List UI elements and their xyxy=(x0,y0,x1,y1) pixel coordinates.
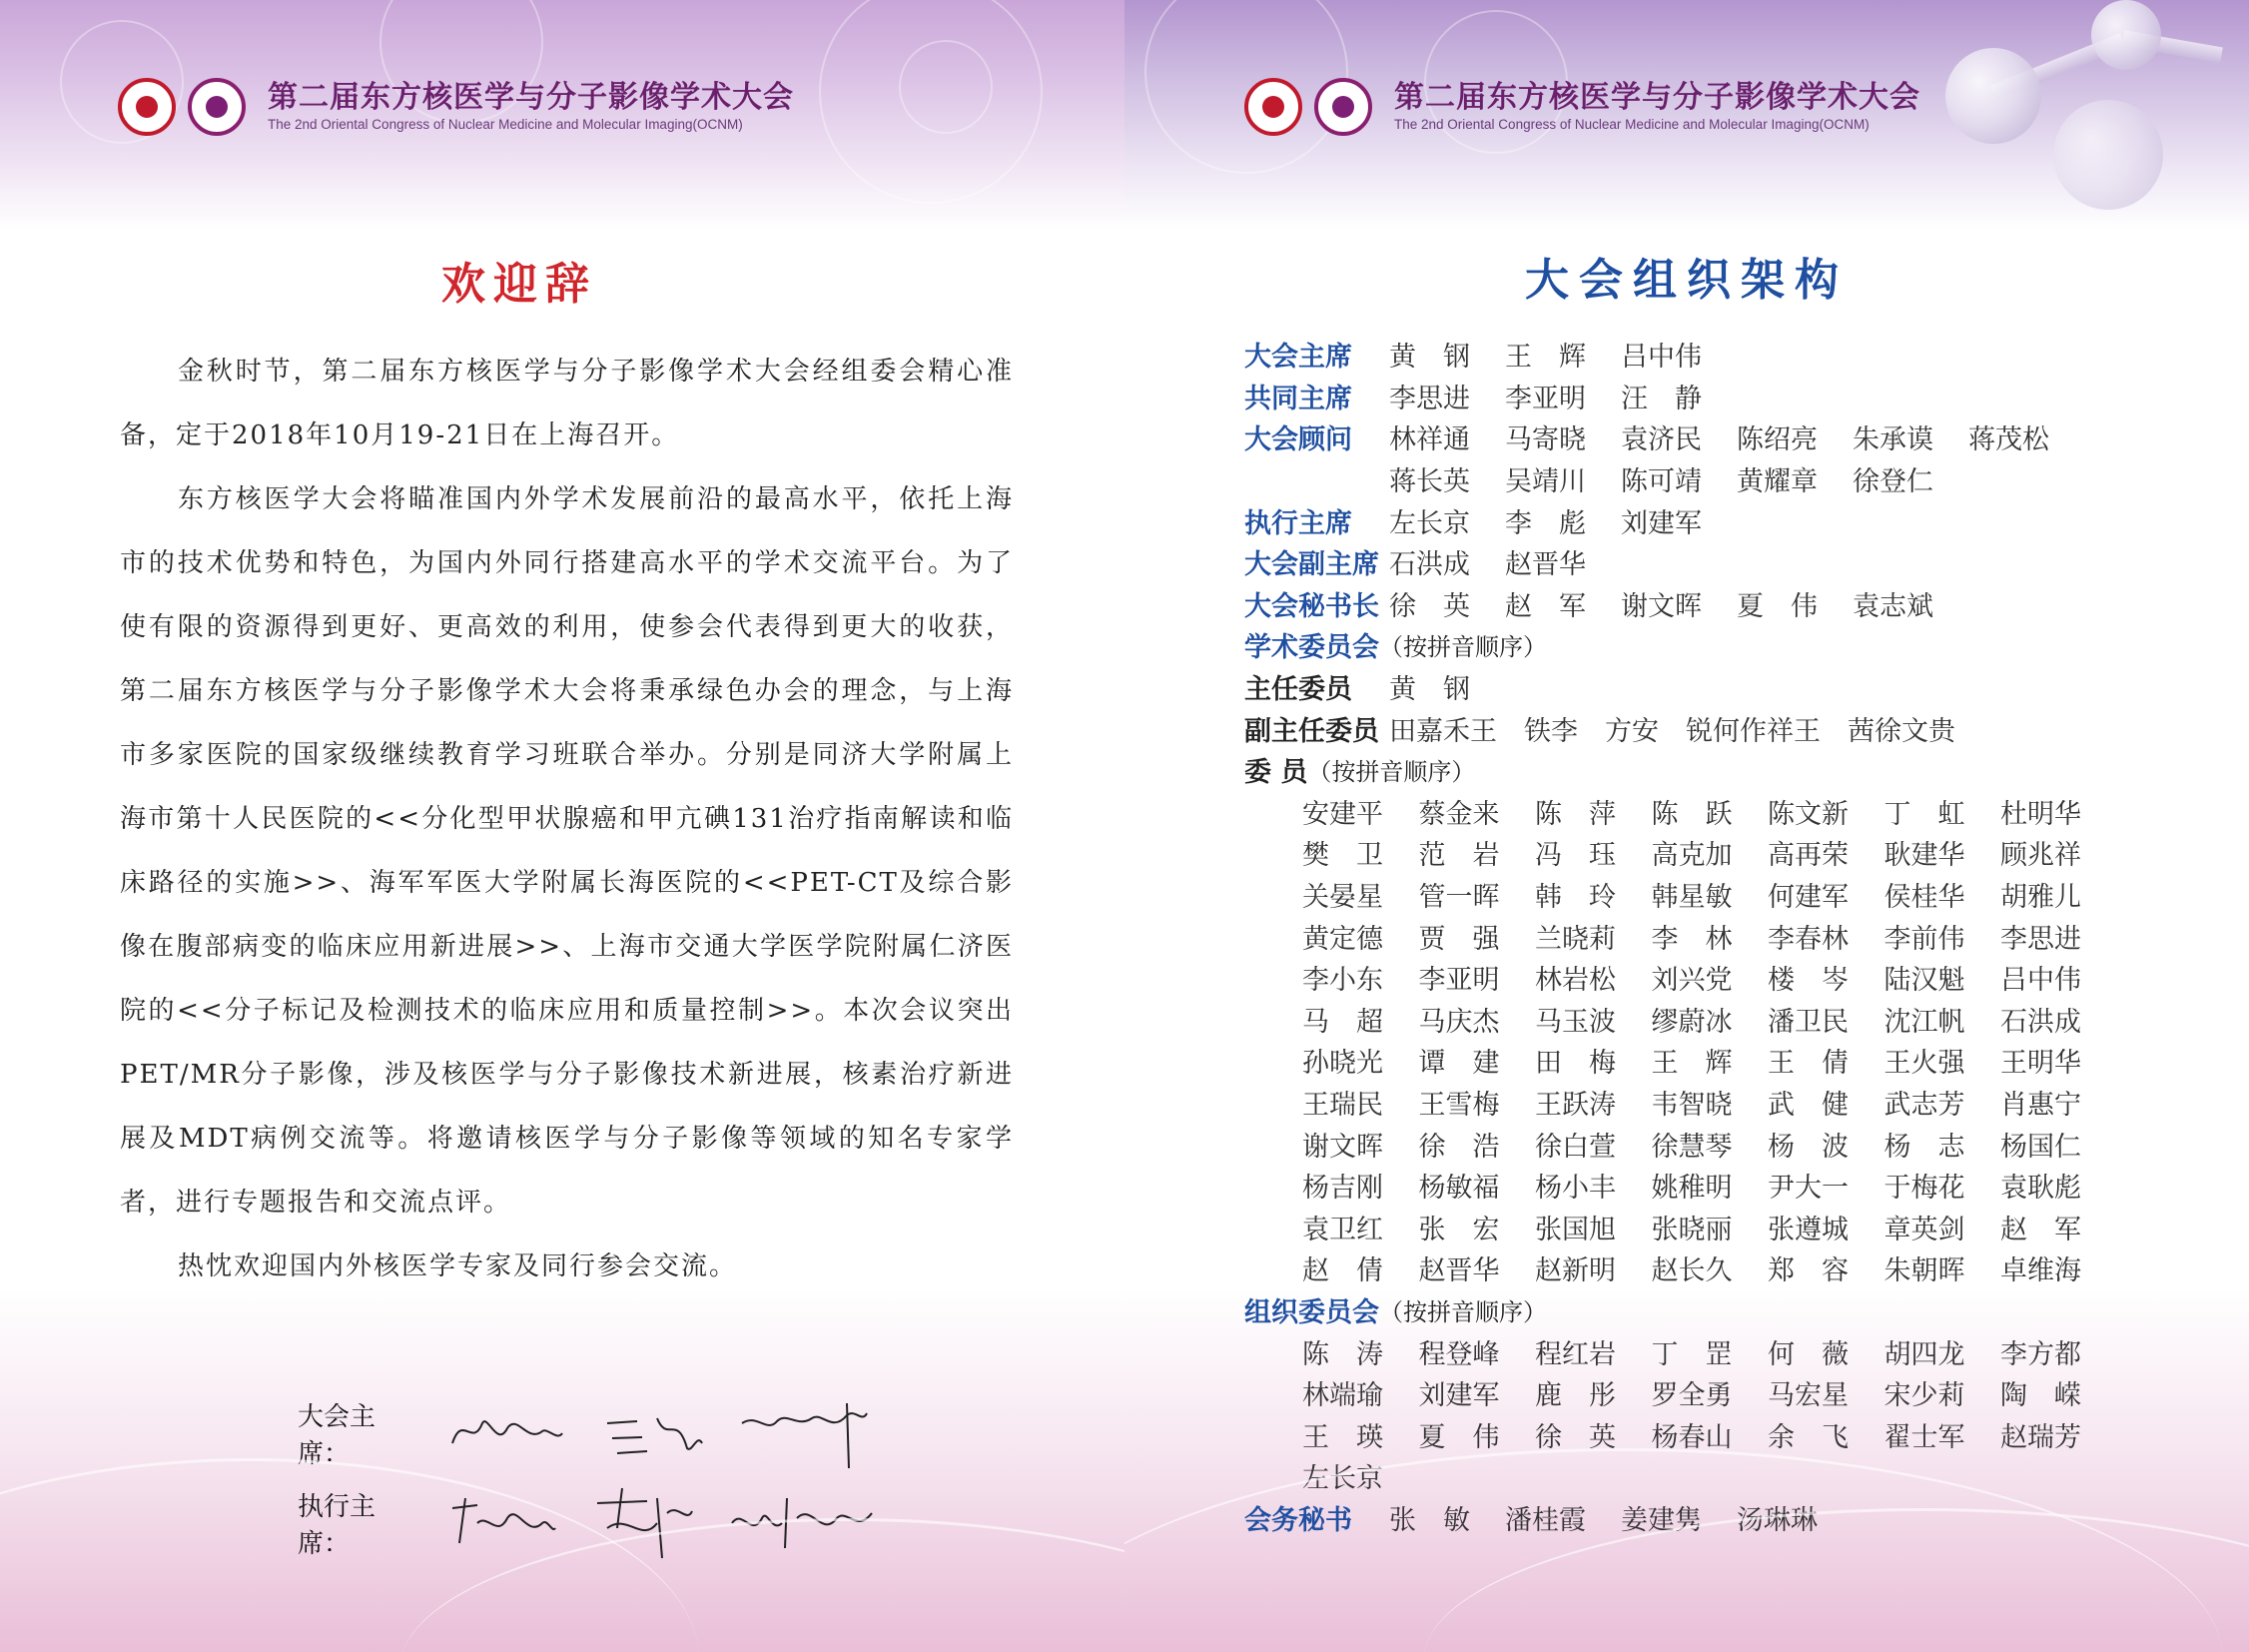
person-name: 刘建军 xyxy=(1621,507,1702,539)
org-row xyxy=(1244,376,2243,417)
person-name: 尹大一 xyxy=(1768,1173,1849,1205)
person-name: 徐白萱 xyxy=(1535,1131,1616,1163)
member-row xyxy=(1244,832,2243,874)
person-name: 徐登仁 xyxy=(1853,466,1933,498)
person-name: 兰晓莉 xyxy=(1535,923,1616,955)
person-name: 朱朝晖 xyxy=(1883,1255,1965,1287)
person-name: 何作祥 xyxy=(1713,715,1794,747)
congress-subtitle: The 2nd Oriental Congress of Nuclear Medicine and Molecular Imaging(OCNM) xyxy=(1394,117,1870,132)
name-list xyxy=(1389,667,1505,706)
person-name: 陆汉魁 xyxy=(1883,965,1965,997)
member-row xyxy=(1244,1247,2243,1289)
org-row xyxy=(1244,334,2243,376)
org-row xyxy=(1244,707,2243,749)
person-name: 徐 英 xyxy=(1389,590,1470,622)
person-name: 高克加 xyxy=(1651,840,1733,872)
person-name: 谢文晖 xyxy=(1302,1131,1383,1163)
person-name: 赵瑞芳 xyxy=(2000,1421,2081,1453)
welcome-paragraph: 金秋时节，第二届东方核医学与分子影像学术大会经组委会精心准备，定于2018年10月19-21日在上海召开。 xyxy=(120,357,1014,450)
person-name: 杨 志 xyxy=(1883,1131,1965,1163)
person-name: 姜建隽 xyxy=(1621,1504,1702,1536)
person-name: 林祥通 xyxy=(1389,424,1470,456)
role-label: 大会顾问 xyxy=(1244,424,1352,456)
org-row xyxy=(1244,583,2243,625)
person-name: 徐 英 xyxy=(1535,1421,1616,1453)
ocnm-logo xyxy=(1314,78,1372,136)
welcome-body xyxy=(120,340,1014,1298)
org-list xyxy=(1244,334,2243,1538)
organizing-row xyxy=(1244,1372,2243,1414)
person-name: 耿建华 xyxy=(1883,840,1965,872)
deputy-director-label: 副主任委员 xyxy=(1244,715,1379,747)
person-name: 田嘉禾 xyxy=(1389,715,1470,747)
person-name: 张 敏 xyxy=(1389,1504,1470,1536)
signature-lv xyxy=(737,1393,877,1473)
person-name: 袁耿彪 xyxy=(2000,1173,2081,1205)
person-name: 管一晖 xyxy=(1418,882,1500,914)
member-row xyxy=(1244,1165,2243,1207)
person-name: 张遵城 xyxy=(1768,1214,1849,1245)
person-name: 林端瑜 xyxy=(1302,1380,1383,1412)
person-name: 武 健 xyxy=(1768,1089,1849,1121)
role-label: 共同主席 xyxy=(1244,383,1352,414)
person-name: 王 瑛 xyxy=(1302,1421,1383,1453)
person-name: 顾兆祥 xyxy=(2000,840,2081,872)
person-name: 徐文贵 xyxy=(1874,715,1955,747)
person-name: 赵 军 xyxy=(2000,1214,2081,1245)
member-row xyxy=(1244,1206,2243,1247)
member-row xyxy=(1244,957,2243,999)
person-name: 陶 嵘 xyxy=(2000,1380,2081,1412)
person-name: 王 辉 xyxy=(1505,342,1586,374)
person-name: 安 锐 xyxy=(1632,715,1713,747)
member-row xyxy=(1244,999,2243,1041)
person-name: 吴靖川 xyxy=(1505,466,1586,498)
person-name: 张国旭 xyxy=(1535,1214,1616,1245)
congress-header xyxy=(118,72,794,142)
person-name: 陈绍亮 xyxy=(1737,424,1818,456)
person-name: 李思进 xyxy=(1389,383,1470,414)
person-name: 翟士军 xyxy=(1883,1421,1965,1453)
person-name: 石洪成 xyxy=(1389,549,1470,581)
person-name: 潘卫民 xyxy=(1768,1006,1849,1038)
welcome-paragraph: 热忱欢迎国内外核医学专家及同行参会交流。 xyxy=(178,1251,738,1281)
person-name: 赵 倩 xyxy=(1302,1255,1383,1287)
signature-wang xyxy=(597,1403,707,1463)
person-name: 刘建军 xyxy=(1418,1380,1500,1412)
person-name: 徐 浩 xyxy=(1418,1131,1500,1163)
person-name: 王 茜 xyxy=(1794,715,1874,747)
person-name: 袁卫红 xyxy=(1302,1214,1383,1245)
person-name: 卓维海 xyxy=(2000,1255,2081,1287)
person-name: 李小东 xyxy=(1302,965,1383,997)
member-row xyxy=(1244,1082,2243,1124)
organizing-committee-label: 组织委员会 xyxy=(1244,1296,1379,1328)
person-name: 蔡金来 xyxy=(1418,798,1500,830)
person-name: 杨 波 xyxy=(1768,1131,1849,1163)
person-name: 赵晋华 xyxy=(1418,1255,1500,1287)
person-name: 陈文新 xyxy=(1768,798,1849,830)
person-name: 徐慧琴 xyxy=(1651,1131,1733,1163)
person-name: 楼 岑 xyxy=(1768,965,1849,997)
person-name: 李方都 xyxy=(2000,1338,2081,1370)
person-name: 赵新明 xyxy=(1535,1255,1616,1287)
name-list xyxy=(1389,501,1737,540)
person-name: 陈 萍 xyxy=(1535,798,1616,830)
chair-sign-label: 大会主席： xyxy=(298,1402,376,1469)
welcome-title: 欢迎辞 xyxy=(441,259,597,310)
person-name: 蒋茂松 xyxy=(1968,424,2049,456)
person-name: 谭 建 xyxy=(1418,1048,1500,1080)
person-name: 程登峰 xyxy=(1418,1338,1500,1370)
person-name: 左长京 xyxy=(1389,507,1470,539)
person-name: 高再荣 xyxy=(1768,840,1849,872)
person-name: 蒋长英 xyxy=(1389,466,1470,498)
name-list xyxy=(1389,584,1968,623)
name-list xyxy=(1389,417,2084,456)
name-list xyxy=(1389,709,1955,748)
person-name: 鹿 彤 xyxy=(1535,1380,1616,1412)
person-name: 杨春山 xyxy=(1651,1421,1733,1453)
role-label: 大会副主席 xyxy=(1244,549,1379,581)
person-name: 冯 珏 xyxy=(1535,840,1616,872)
person-name: 陈 跃 xyxy=(1651,798,1733,830)
person-name: 左长京 xyxy=(1302,1463,1383,1495)
person-name: 潘桂霞 xyxy=(1505,1504,1586,1536)
person-name: 王 倩 xyxy=(1768,1048,1849,1080)
congress-header xyxy=(1244,72,1920,142)
person-name: 黄 钢 xyxy=(1389,342,1470,374)
member-row xyxy=(1244,1123,2243,1165)
person-name: 李前伟 xyxy=(1883,923,1965,955)
role-label: 大会秘书长 xyxy=(1244,590,1379,622)
chair-signatures xyxy=(298,1393,877,1473)
molecule-atom xyxy=(2091,0,2161,70)
person-name: 夏 伟 xyxy=(1418,1421,1500,1453)
welcome-paragraph: 东方核医学大会将瞄准国内外学术发展前沿的最高水平，依托上海市的技术优势和特色，为国内外同行搭建高水平的学术交流平台。为了使有限的资源得到更好、更高效的利用，使参会代表得到更大的收获，第二届东方核医学与分子影像学术大会将秉承绿色办会的理念，与上海市多家医院的国家级继续教育学习班联合举办。分别是同济大学附属上海市第十人民医院的<<分化型甲状腺癌和甲亢碘131治疗指南解读和临床路径的实施>>、海军军医大学附属长海医院的<<PET-CT及综合影像在腹部病变的临床应用新进展>>、上海市交通大学医学院附属仁济医院的<<分子标记及检测技术的临床应用和质量控制>>。本次会议突出PET/MR分子影像，涉及核医学与分子影像技术新进展，核素治疗新进展及MDT病例交流等。将邀请核医学与分子影像等领域的知名专家学者，进行专题报告和交流点评。 xyxy=(120,484,1014,1218)
person-name: 马宏星 xyxy=(1768,1380,1849,1412)
person-name: 程红岩 xyxy=(1535,1338,1616,1370)
person-name: 汤琳琳 xyxy=(1737,1504,1818,1536)
person-name: 王雪梅 xyxy=(1418,1089,1500,1121)
person-name: 郑 容 xyxy=(1768,1255,1849,1287)
person-name: 陈可靖 xyxy=(1621,466,1702,498)
molecule-atom xyxy=(2053,100,2163,210)
person-name: 汪 静 xyxy=(1621,383,1702,414)
organizing-row xyxy=(1244,1413,2243,1455)
member-row xyxy=(1244,874,2243,916)
person-name: 武志芳 xyxy=(1883,1089,1965,1121)
organizing-row xyxy=(1244,1330,2243,1372)
person-name: 黄 钢 xyxy=(1389,674,1470,706)
person-name: 马寄晓 xyxy=(1505,424,1586,456)
person-name: 杨吉刚 xyxy=(1302,1173,1383,1205)
person-name: 田 梅 xyxy=(1535,1048,1616,1080)
person-name: 关晏星 xyxy=(1302,882,1383,914)
person-name: 章英剑 xyxy=(1883,1214,1965,1245)
member-row xyxy=(1244,1040,2243,1082)
person-name: 罗全勇 xyxy=(1651,1380,1733,1412)
organization-page xyxy=(1124,0,2249,1652)
person-name: 孙晓光 xyxy=(1302,1048,1383,1080)
person-name: 宋少莉 xyxy=(1883,1380,1965,1412)
role-label: 执行主席 xyxy=(1244,507,1352,539)
person-name: 丁 罡 xyxy=(1651,1338,1733,1370)
person-name: 杨敏福 xyxy=(1418,1173,1500,1205)
person-name: 范 岩 xyxy=(1418,840,1500,872)
person-name: 王 辉 xyxy=(1651,1048,1733,1080)
ocnm-logo xyxy=(188,78,246,136)
member-row xyxy=(1244,915,2243,957)
person-name: 王跃涛 xyxy=(1535,1089,1616,1121)
person-name: 缪蔚冰 xyxy=(1651,1006,1733,1038)
person-name: 安建平 xyxy=(1302,798,1383,830)
secretary-label: 会务秘书 xyxy=(1244,1504,1352,1536)
name-list xyxy=(1389,459,1968,498)
society-logo xyxy=(1244,78,1302,136)
org-row xyxy=(1244,541,2243,583)
person-name: 刘兴党 xyxy=(1651,965,1733,997)
welcome-page xyxy=(0,0,1124,1652)
person-name: 杨小丰 xyxy=(1535,1173,1616,1205)
person-name: 杜明华 xyxy=(2000,798,2081,830)
members-heading xyxy=(1244,749,2243,791)
person-name: 李 彪 xyxy=(1505,507,1586,539)
director-label: 主任委员 xyxy=(1244,674,1352,706)
congress-title: 第二届东方核医学与分子影像学术大会 xyxy=(268,80,794,115)
person-name: 李亚明 xyxy=(1505,383,1586,414)
person-name: 余 飞 xyxy=(1768,1421,1849,1453)
person-name: 张 宏 xyxy=(1418,1214,1500,1245)
person-name: 赵晋华 xyxy=(1505,549,1586,581)
person-name: 林岩松 xyxy=(1535,965,1616,997)
congress-title: 第二届东方核医学与分子影像学术大会 xyxy=(1394,80,1920,115)
person-name: 姚稚明 xyxy=(1651,1173,1733,1205)
person-name: 何 薇 xyxy=(1768,1338,1849,1370)
person-name: 胡四龙 xyxy=(1883,1338,1965,1370)
org-row xyxy=(1244,499,2243,541)
congress-subtitle: The 2nd Oriental Congress of Nuclear Medicine and Molecular Imaging(OCNM) xyxy=(268,117,743,132)
person-name: 韩星敏 xyxy=(1651,882,1733,914)
members-label: 委 员 xyxy=(1244,757,1308,789)
org-row xyxy=(1244,416,2243,458)
person-name: 何建军 xyxy=(1768,882,1849,914)
person-name: 王瑞民 xyxy=(1302,1089,1383,1121)
signature-huang xyxy=(447,1403,567,1463)
name-list xyxy=(1389,542,1621,581)
person-name: 胡雅儿 xyxy=(2000,882,2081,914)
person-name: 王火强 xyxy=(1883,1048,1965,1080)
organizing-committee-heading xyxy=(1244,1289,2243,1331)
person-name: 贾 强 xyxy=(1418,923,1500,955)
molecule-atom xyxy=(1945,48,2041,144)
ordering-note: （按拼音顺序） xyxy=(1379,1297,1547,1326)
person-name: 王明华 xyxy=(2000,1048,2081,1080)
person-name: 李春林 xyxy=(1768,923,1849,955)
person-name: 韩 玲 xyxy=(1535,882,1616,914)
person-name: 陈 涛 xyxy=(1302,1338,1383,1370)
person-name: 马玉波 xyxy=(1535,1006,1616,1038)
person-name: 李 林 xyxy=(1651,923,1733,955)
person-name: 侯桂华 xyxy=(1883,882,1965,914)
person-name: 王 铁 xyxy=(1470,715,1551,747)
person-name: 马庆杰 xyxy=(1418,1006,1500,1038)
academic-committee-heading xyxy=(1244,624,2243,666)
ordering-note: （按拼音顺序） xyxy=(1307,758,1476,787)
exec-sign-label: 执行主席： xyxy=(298,1492,376,1559)
person-name: 吕中伟 xyxy=(1621,342,1702,374)
ordering-note: （按拼音顺序） xyxy=(1379,633,1547,662)
society-logo xyxy=(118,78,176,136)
person-name: 吕中伟 xyxy=(2000,965,2081,997)
person-name: 朱承谟 xyxy=(1853,424,1933,456)
name-list xyxy=(1389,335,1737,374)
person-name: 袁志斌 xyxy=(1853,590,1933,622)
person-name: 石洪成 xyxy=(2000,1006,2081,1038)
name-list xyxy=(1389,377,1737,415)
person-name: 于梅花 xyxy=(1883,1173,1965,1205)
role-label: 大会主席 xyxy=(1244,342,1352,374)
person-name: 张晓丽 xyxy=(1651,1214,1733,1245)
person-name: 赵 军 xyxy=(1505,590,1586,622)
person-name: 沈江帆 xyxy=(1883,1006,1965,1038)
person-name: 李思进 xyxy=(2000,923,2081,955)
person-name: 肖惠宁 xyxy=(2000,1089,2081,1121)
person-name: 袁济民 xyxy=(1621,424,1702,456)
person-name: 杨国仁 xyxy=(2000,1131,2081,1163)
academic-committee-label: 学术委员会 xyxy=(1244,632,1379,664)
member-row xyxy=(1244,791,2243,833)
person-name: 黄定德 xyxy=(1302,923,1383,955)
person-name: 韦智晓 xyxy=(1651,1089,1733,1121)
person-name: 黄耀章 xyxy=(1737,466,1818,498)
person-name: 樊 卫 xyxy=(1302,840,1383,872)
person-name: 夏 伟 xyxy=(1737,590,1818,622)
person-name: 赵长久 xyxy=(1651,1255,1733,1287)
org-title: 大会组织架构 xyxy=(1525,255,1849,306)
person-name: 李亚明 xyxy=(1418,965,1500,997)
org-row xyxy=(1244,458,2243,500)
org-row xyxy=(1244,666,2243,708)
person-name: 马 超 xyxy=(1302,1006,1383,1038)
person-name: 谢文晖 xyxy=(1621,590,1702,622)
person-name: 丁 虹 xyxy=(1883,798,1965,830)
person-name: 李 方 xyxy=(1551,715,1632,747)
